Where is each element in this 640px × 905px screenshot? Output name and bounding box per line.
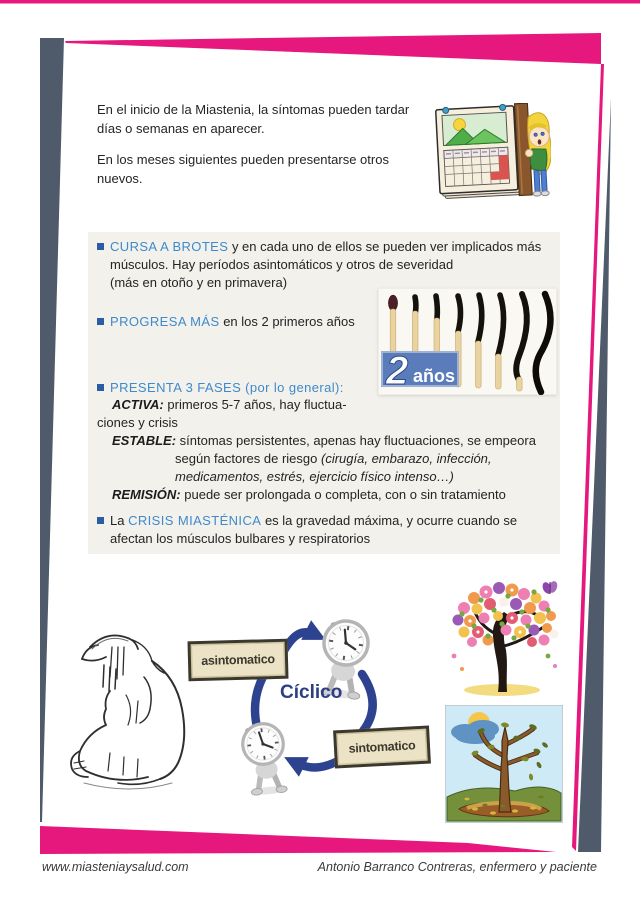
stamp-label: asintomatico [201, 652, 275, 668]
bullet-body: y en cada uno de ellos se pueden ver implicados más músculos. Hay períodos asintomáticos y otros de severidad [110, 239, 542, 272]
top-edge-strip [0, 0, 640, 4]
calendar-girl-illustration [433, 103, 551, 203]
fases-block [97, 396, 562, 504]
autumn-tree-illustration [445, 705, 563, 823]
arrow-right-arc [362, 674, 373, 731]
bullet-heading: CRISIS MIASTÉNICA [128, 513, 262, 528]
intro-paragraph-2: En los meses siguientes pueden presentarse otros nuevos. [97, 152, 389, 186]
bullet-square-icon [97, 318, 104, 325]
bullet-square-icon [97, 517, 104, 524]
burnt-matches-photo [378, 288, 557, 395]
top-magenta-wedge [65, 33, 601, 64]
bullet-square-icon [97, 384, 104, 391]
fase-text: síntomas persistentes, apenas hay fluctuaciones, se empeora [179, 433, 536, 448]
intro-text [97, 100, 429, 188]
footer-author: Antonio Barranco Contreras, enfermero y paciente [317, 860, 597, 874]
fase-activa-continuation: ciones y crisis [97, 415, 178, 430]
bullet-cursa-a-brotes [97, 238, 562, 292]
pin-icon [443, 107, 449, 113]
bottom-magenta-wedge [40, 826, 556, 854]
fase-text: puede ser prolongada o completa, con o sin tratamiento [184, 487, 506, 502]
right-gray-bar [578, 98, 611, 852]
bullet-pre: La [110, 513, 125, 528]
fase-estable [97, 432, 562, 450]
clock-figure-bottom [241, 722, 289, 797]
fase-label: ACTIVA: [112, 397, 164, 412]
arrow-bottom [294, 761, 338, 768]
bullet-heading: PRESENTA 3 FASES (por lo general): [110, 380, 344, 395]
footer-site-url: www.miasteniaysalud.com [42, 860, 189, 874]
fase-remision [97, 486, 562, 504]
bullet-heading: CURSA A BROTES [110, 239, 229, 254]
bullet-heading: PROGRESA MÁS [110, 314, 220, 329]
butterfly-icon [541, 580, 559, 595]
fase-activa [97, 396, 562, 414]
asymptomatic-stamp [187, 639, 288, 682]
fase-risk-factors: (cirugía, embarazo, infección, medicamentos, estrés, ejercicio físico intenso…) [175, 451, 492, 484]
bullet-body: es la gravedad máxima, y ocurre cuando se afectan los músculos bulbares y respiratorios [110, 513, 518, 546]
symptom-cycle-diagram [180, 598, 438, 810]
bullet-body: en los 2 primeros años [223, 314, 355, 329]
bullet-crisis-miastenica [97, 512, 545, 548]
fase-label: REMISIÓN: [112, 487, 181, 502]
fase-text: primeros 5-7 años, hay fluctua- [167, 397, 347, 412]
two-years-badge [382, 349, 458, 393]
pin-icon [499, 104, 505, 110]
bullet-square-icon [97, 243, 104, 250]
badge-number: 2 [386, 349, 409, 393]
spring-blossom-tree-illustration [444, 576, 564, 698]
cycle-center-label: Cíclico [280, 682, 343, 703]
bullet-body-parenthetical: (más en otoño y en primavera) [110, 275, 288, 290]
cycle-arrows-and-clock-figures [180, 598, 438, 810]
intro-paragraph-1: En el inicio de la Miastenia, la síntomas pueden tardar días o semanas en aparecer. [97, 102, 410, 136]
badge-word: años [413, 366, 456, 386]
symptomatic-stamp [333, 726, 431, 769]
fase-estable-continuation [175, 450, 550, 486]
exhausted-person-sketch [60, 625, 195, 790]
fase-text: según factores de riesgo [175, 451, 318, 466]
fase-label: ESTABLE: [112, 433, 177, 448]
stamp-label: sintomatico [348, 738, 416, 756]
